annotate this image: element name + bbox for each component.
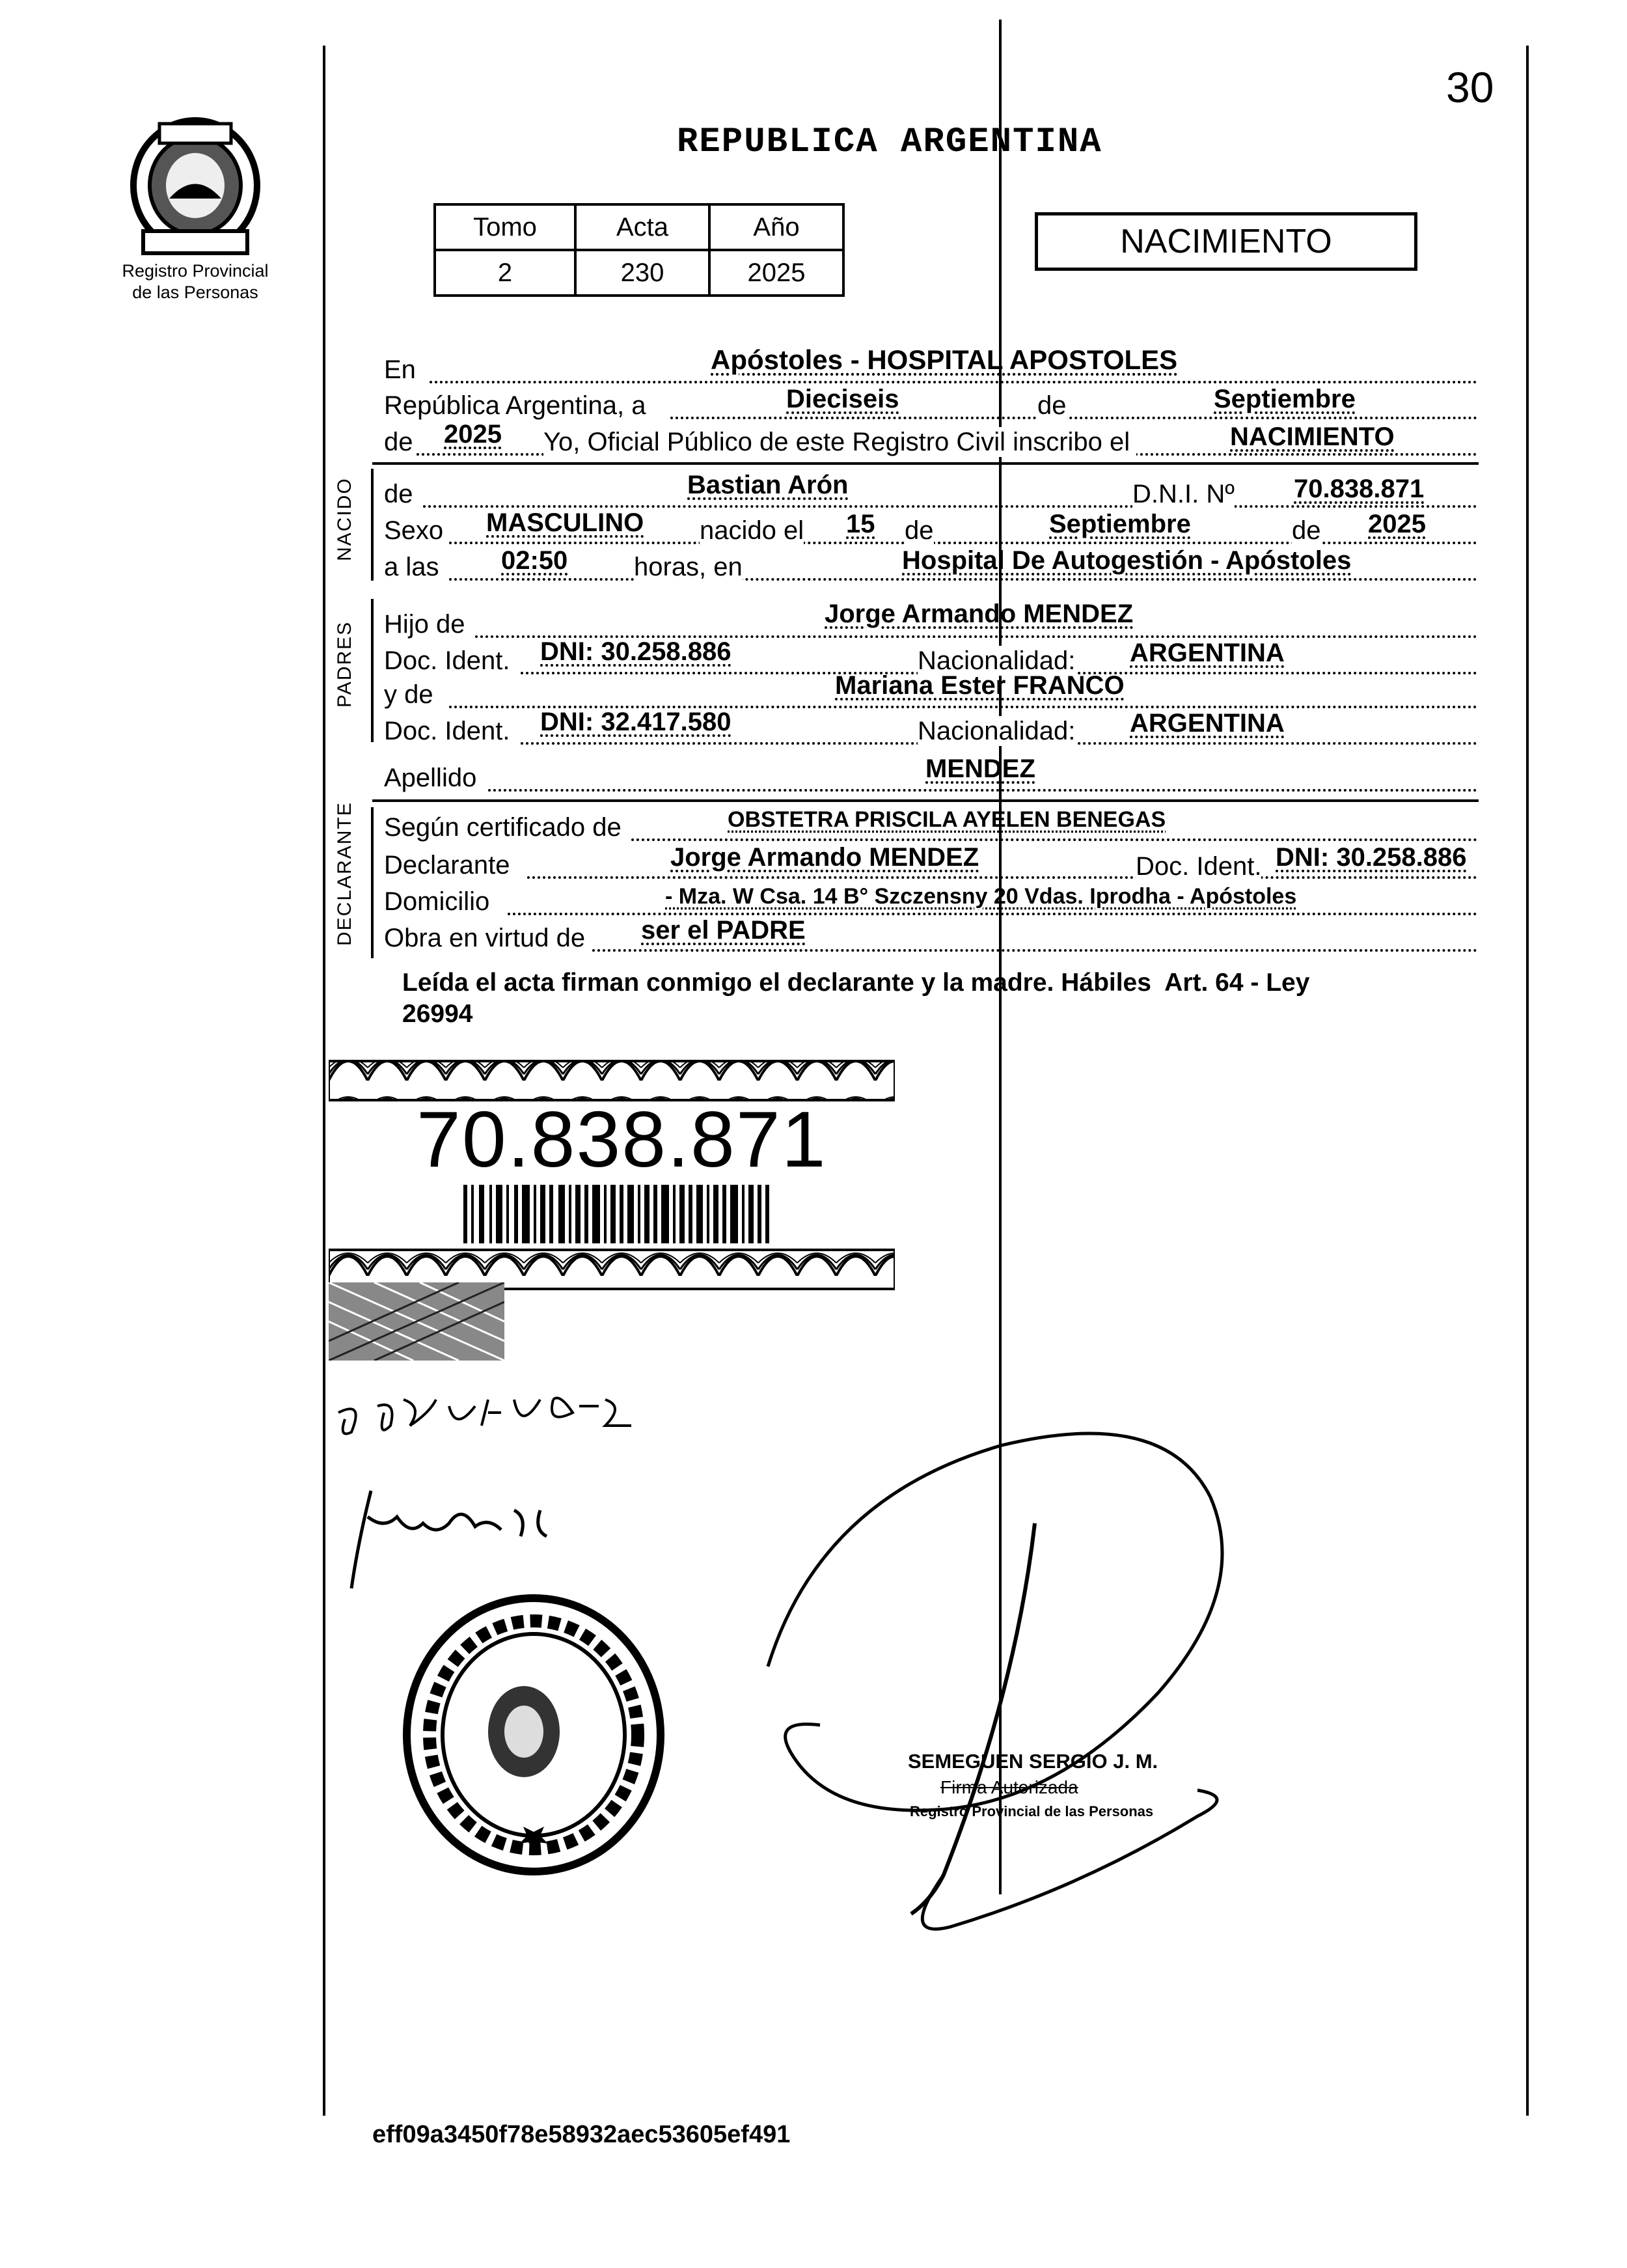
father-name: Jorge Armando MENDEZ: [825, 600, 1134, 628]
domicilio-label: Domicilio: [384, 887, 490, 916]
birth-month: Septiembre: [1049, 510, 1191, 538]
mother-doc-label: Doc. Ident.: [384, 717, 510, 745]
declarant-reason: ser el PADRE: [641, 916, 806, 945]
obra-label: Obra en virtud de: [384, 924, 586, 952]
declarant-dni: DNI: 30.258.886: [1276, 843, 1467, 872]
official-signature: [742, 1419, 1250, 1966]
mother-nationality-label: Nacionalidad:: [918, 717, 1076, 745]
hijo-label: Hijo de: [384, 610, 465, 639]
child-dni: 70.838.871: [1294, 475, 1425, 503]
apellido-value: MENDEZ: [925, 754, 1035, 783]
office-seal: [397, 1588, 670, 1881]
record-type-box: NACIMIENTO: [1035, 212, 1417, 271]
event-type: NACIMIENTO: [1230, 422, 1395, 451]
sexo-label: Sexo: [384, 516, 444, 545]
document-title: REPUBLICA ARGENTINA: [677, 122, 1102, 162]
child-name: Bastian Arón: [687, 471, 849, 499]
closing-text: Leída el acta firman conmigo el declarante y la madre. Hábiles Art. 64 - Ley: [402, 969, 1310, 997]
official-name: SEMEGUEN SERGIO J. M.: [908, 1750, 1158, 1773]
day-text: Dieciseis: [786, 385, 899, 413]
father-nationality-label: Nacionalidad:: [918, 646, 1076, 675]
declarant-doc-label: Doc. Ident.: [1136, 852, 1262, 881]
yde-label: y de: [384, 680, 433, 709]
declarant-address: - Mza. W Csa. 14 B° Szczensny 20 Vdas. Iprodha - Apóstoles: [665, 884, 1297, 909]
child-sex: MASCULINO: [486, 508, 644, 537]
apellido-label: Apellido: [384, 764, 477, 792]
page-number: 30: [1446, 63, 1494, 111]
security-hologram: [329, 1282, 504, 1361]
nacido-de-label: de: [384, 480, 413, 508]
official-office: Registro Provincial de las Personas: [910, 1803, 1154, 1819]
father-nationality: ARGENTINA: [1130, 639, 1285, 667]
father-doc-label: Doc. Ident.: [384, 646, 510, 675]
birth-day: 15: [846, 510, 875, 538]
month-text: Septiembre: [1214, 385, 1356, 413]
closing-text-2: 26994: [402, 1000, 473, 1028]
document-hash: eff09a3450f78e58932aec53605ef491: [372, 2121, 791, 2148]
birth-place: Hospital De Autogestión - Apóstoles: [902, 546, 1352, 575]
ref-header-tomo: Tomo: [435, 204, 575, 250]
year-prefix: de: [384, 428, 413, 456]
barcode-number: 70.838.871: [417, 1095, 827, 1183]
intro-year: 2025: [444, 420, 502, 449]
declarant-name: Jorge Armando MENDEZ: [670, 843, 979, 872]
section-label-declarante: DECLARANTE: [334, 801, 355, 946]
father-dni: DNI: 30.258.886: [540, 637, 731, 666]
mother-dni: DNI: 32.417.580: [540, 708, 731, 736]
nacido-de-label-2: de: [905, 516, 934, 545]
certificado-label: Según certificado de: [384, 813, 622, 842]
left-margin-line: [323, 46, 325, 2116]
reference-table: [433, 203, 845, 297]
registry-label: Registro Provincial de las Personas: [122, 261, 269, 302]
nacido-el-label: nacido el: [700, 516, 804, 545]
barcode-bars: [463, 1185, 769, 1243]
right-margin-line: [1526, 46, 1529, 2116]
declarant-handwritten-signature: [325, 1374, 664, 1452]
mother-name: Mariana Ester FRANCO: [835, 671, 1125, 700]
ref-value-acta: 230: [575, 250, 709, 296]
alas-label: a las: [384, 553, 439, 581]
mother-nationality: ARGENTINA: [1130, 709, 1285, 738]
nacido-de-label-3: de: [1292, 516, 1321, 545]
en-label: En: [384, 355, 416, 384]
ref-header-ano: Año: [709, 204, 843, 250]
ref-value-tomo: 2: [435, 250, 575, 296]
certificate-issuer: OBSTETRA PRISCILA AYELEN BENEGAS: [728, 807, 1166, 832]
official-role: Firma Autorizada: [940, 1777, 1078, 1797]
de-label-1: de: [1037, 391, 1067, 420]
section-label-padres: PADRES: [334, 620, 355, 708]
ref-header-acta: Acta: [575, 204, 709, 250]
section-label-nacido: NACIDO: [334, 477, 355, 561]
province-emblem: [124, 107, 267, 257]
statement: Yo, Oficial Público de este Registro Civil inscribo el: [543, 427, 1136, 457]
dni-label: D.N.I. Nº: [1132, 480, 1235, 508]
horas-label: horas, en: [634, 553, 743, 581]
birth-time: 02:50: [501, 546, 568, 575]
birth-place-intro: Apóstoles - HOSPITAL APOSTOLES: [711, 344, 1178, 375]
ref-value-ano: 2025: [709, 250, 843, 296]
birth-year: 2025: [1368, 510, 1426, 538]
declarante-label: Declarante: [384, 851, 510, 879]
republica-label: República Argentina, a: [384, 391, 646, 420]
mother-signature: [332, 1478, 579, 1595]
